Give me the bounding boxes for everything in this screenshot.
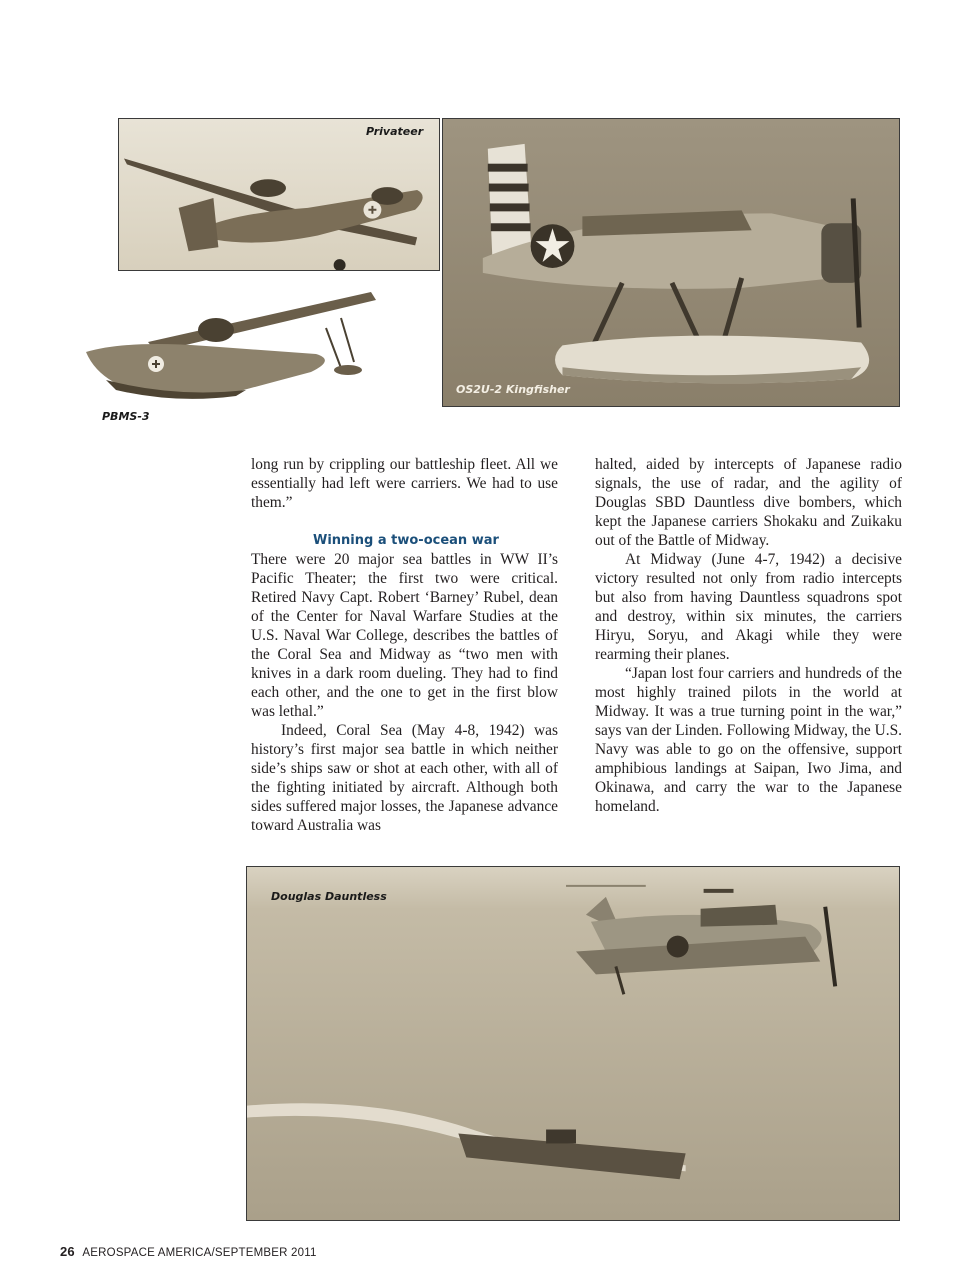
- magazine-issue: AEROSPACE AMERICA/SEPTEMBER 2011: [82, 1247, 317, 1259]
- page-number: 26: [60, 1244, 75, 1259]
- privateer-photo: [118, 118, 440, 271]
- dauntless-photo: [246, 866, 900, 1221]
- pbms-photo: [86, 288, 378, 404]
- column2-paragraph-3: “Japan lost four carriers and hundreds of the most highly trained pilots in the world at Midway. It was a true turning point in the war,” says van der Linden. Following Midway, the U.S. Navy was able to go on the offensive, support amphibious landings at Saipan, Iwo Jima, and Okinawa, and carry the war to the Japanese homeland.: [595, 665, 902, 815]
- section-heading: Winning a two-ocean war: [313, 533, 499, 548]
- column2-paragraph-2: At Midway (June 4-7, 1942) a decisive victory resulted not only from radio intercepts but also from having Dauntless squadrons spot and destroy, within six minutes, the carriers Hiryu, Soryu, and Akagi while they were rearming their planes.: [595, 551, 902, 663]
- page-footer: [60, 1244, 317, 1259]
- column2-paragraph-1: halted, aided by intercepts of Japanese radio signals, the use of radar, and the agility of Douglas SBD Dauntless dive bombers, which kept the Japanese carriers Shokaku and Zuikaku out of the Battle of Midway.: [595, 456, 902, 549]
- column1-paragraph-3: Indeed, Coral Sea (May 4-8, 1942) was history’s first major sea battle in which neither side’s ships saw or shot at each other, with all of the fighting initiated by aircraft. Although both sides suffered major losses, the Japanese advance toward Australia was: [251, 722, 558, 834]
- article-column-1: [251, 455, 558, 835]
- column1-paragraph-2: There were 20 major sea battles in WW II’s Pacific Theater; the first two were critical. Retired Navy Capt. Robert ‘Barney’ Rubel, dean of the Center for Naval Warfare Studies at the U.S. Naval War College, describes the battles of the Coral Sea and Midway as “two men with knives in a dark room dueling. They had to find each other, and the one to get in the first blow was lethal.”: [251, 551, 558, 720]
- kingfisher-caption: OS2U-2 Kingfisher: [456, 383, 570, 396]
- column1-paragraph-1: long run by crippling our battleship fleet. All we essentially had left were carriers. We had to use them.”: [251, 456, 558, 511]
- pbms-caption: PBMS-3: [102, 410, 150, 423]
- kingfisher-photo: [442, 118, 900, 407]
- article-column-2: [595, 455, 902, 816]
- dauntless-caption: Douglas Dauntless: [271, 890, 387, 903]
- privateer-caption: Privateer: [366, 125, 424, 138]
